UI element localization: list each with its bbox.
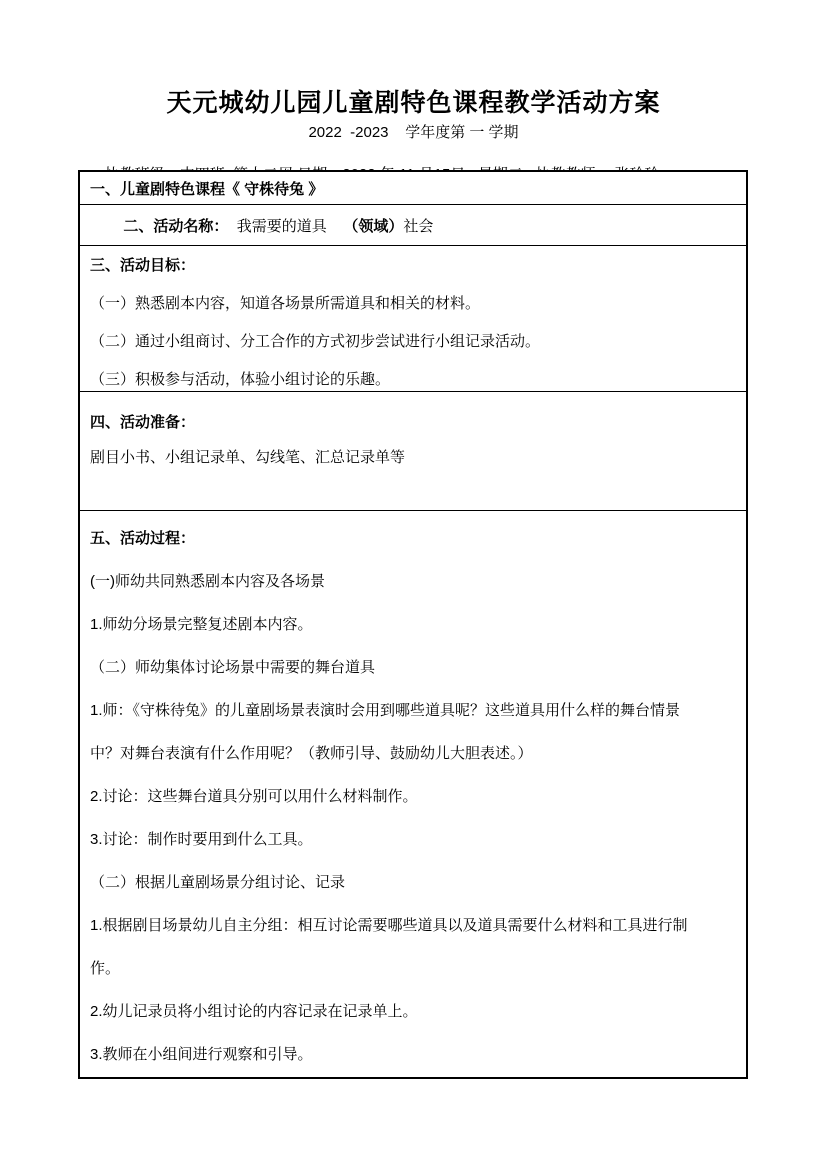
process-paragraph: 1.根据剧目场景幼儿自主分组：相互讨论需要哪些道具以及道具需要什么材料和工具进行制作。 [90,917,688,977]
process-heading: 五、活动过程： [90,530,196,547]
process-paragraph: （二）师幼集体讨论场景中需要的舞台道具 [90,659,376,676]
preparation-content: 剧目小书、小组记录单、勾线笔、汇总记录单等 [90,449,406,466]
process-paragraph: 2.幼儿记录员将小组讨论的内容记录在记录单上。 [90,1003,418,1020]
activity-domain-label: （领域） [326,217,404,235]
process-paragraph: (一)师幼共同熟悉剧本内容及各场景 [90,573,325,590]
process-paragraph: 2.讨论：这些舞台道具分别可以用什么材料制作。 [90,788,418,805]
process-paragraph: （二）根据儿童剧场景分组讨论、记录 [90,874,346,891]
document-subtitle: 2022 -2023 学年度第 一 学期 [308,124,519,141]
course-title: 一、儿童剧特色课程《 守株待兔 》 [90,180,324,198]
activity-name-value: 我需要的道具 [228,217,327,235]
goal-item: （二）通过小组商讨、分工合作的方式初步尝试进行小组记录活动。 [90,333,541,350]
process-paragraph: 3.教师在小组间进行观察和引导。 [90,1046,313,1063]
process-paragraph: 1.师幼分场景完整复述剧本内容。 [90,616,313,633]
activity-name-row [80,205,746,246]
goals-heading: 三、活动目标： [90,257,196,274]
document-title: 天元城幼儿园儿童剧特色课程教学活动方案 [166,89,661,117]
goal-item: （三）积极参与活动，体验小组讨论的乐趣。 [90,371,391,388]
process-row [80,511,746,1077]
activity-name-label: 二、活动名称： [123,217,229,235]
activity-domain-value: 社会 [403,217,434,235]
goal-item: （一）熟悉剧本内容，知道各场景所需道具和相关的材料。 [90,295,481,312]
preparation-row [80,392,746,511]
goals-row [80,246,746,392]
process-paragraph: 1.师：《守株待兔》的儿童剧场景表演时会用到哪些道具呢？这些道具用什么样的舞台情景中？对舞台表演有什么作用呢？（教师引导、鼓励幼儿大胆表述。） [90,702,681,762]
plan-table [78,170,748,1079]
process-paragraph: 3.讨论：制作时要用到什么工具。 [90,831,313,848]
preparation-heading: 四、活动准备： [90,414,196,431]
